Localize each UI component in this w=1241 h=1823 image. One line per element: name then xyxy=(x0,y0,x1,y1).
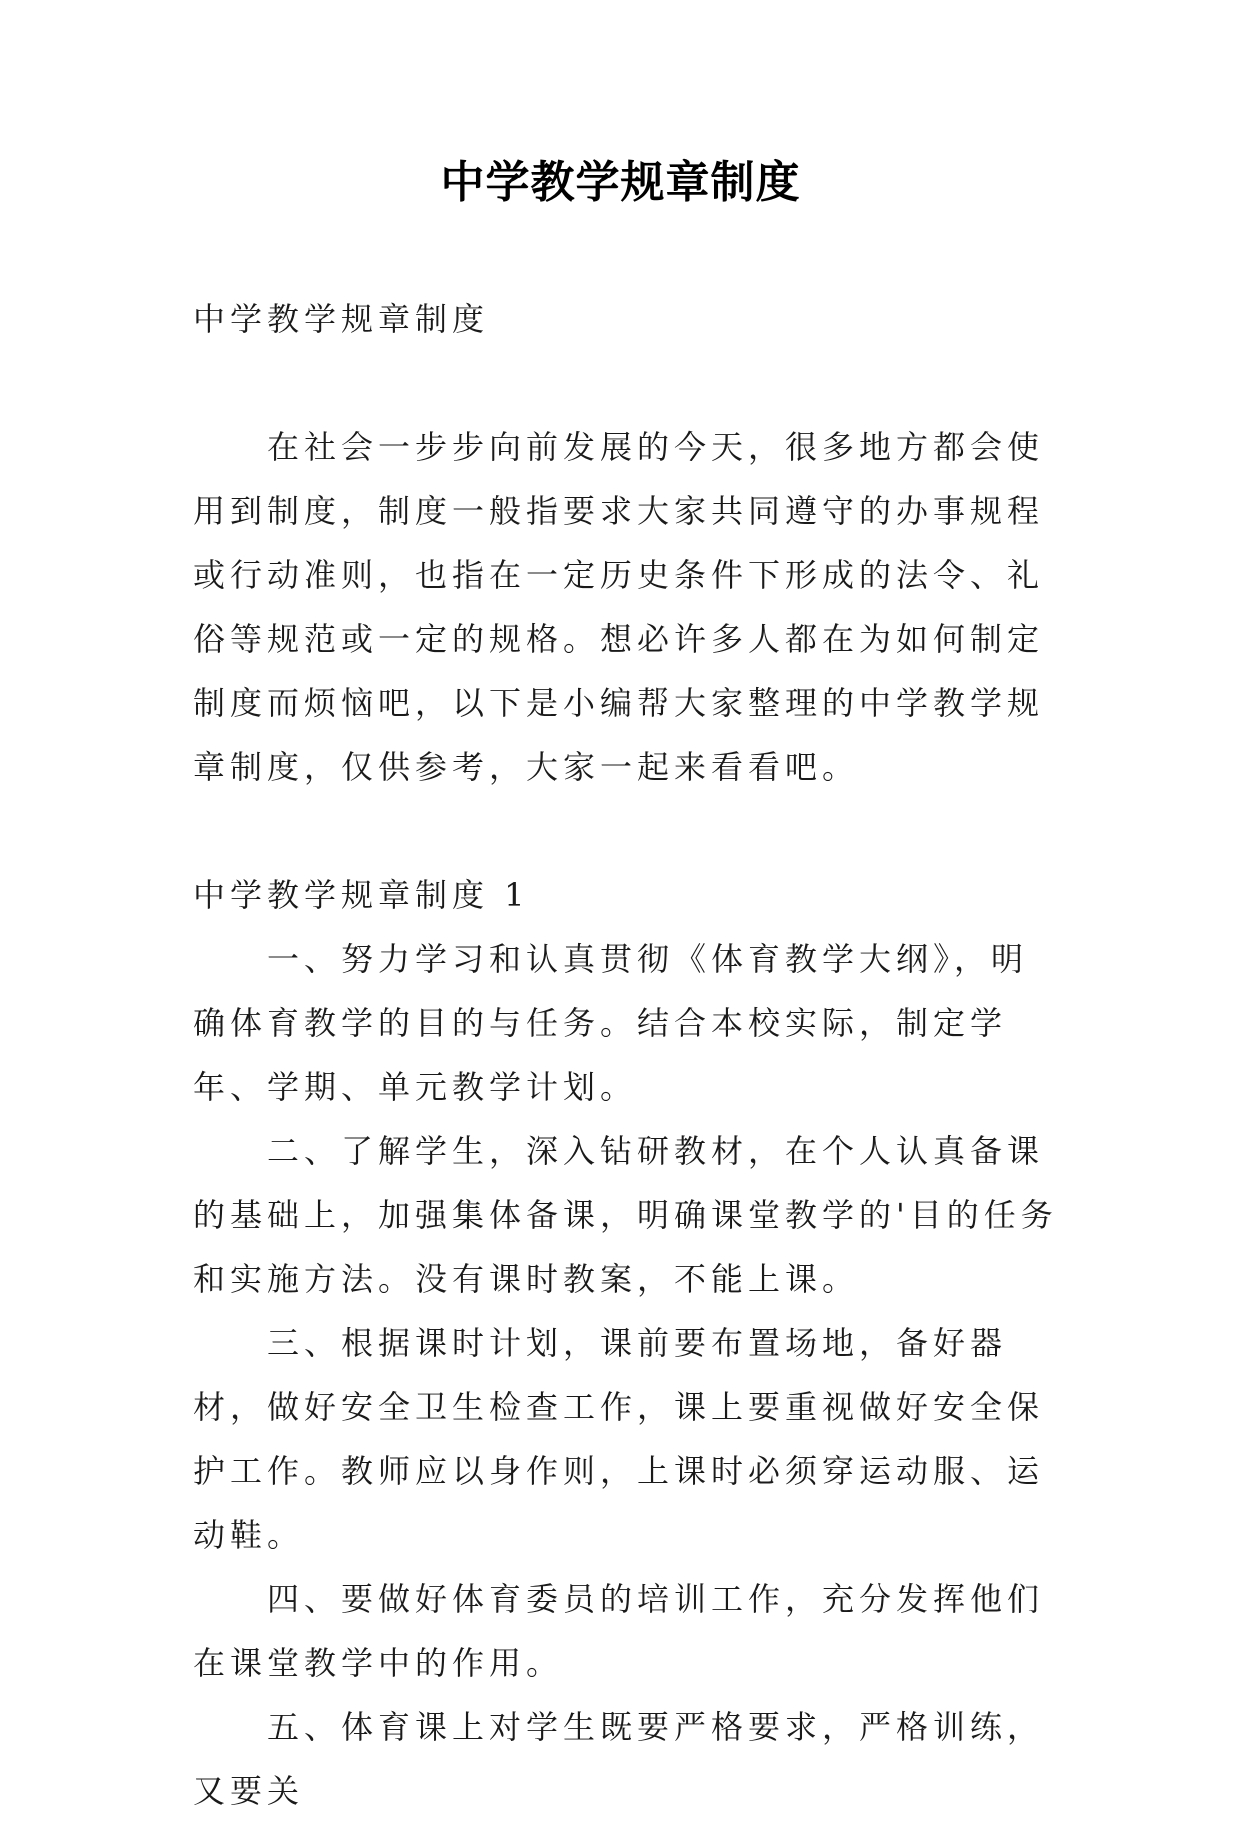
rule-item-3: 三、根据课时计划，课前要布置场地，备好器材，做好安全卫生检查工作，课上要重视做好安全保护工作。教师应以身作则，上课时必须穿运动服、运动鞋。 xyxy=(193,1324,1045,1554)
section-heading: 中学教学规章制度 1 xyxy=(193,876,530,914)
rule-item-1: 一、努力学习和认真贯彻《体育教学大纲》，明确体育教学的目的与任务。结合本校实际，制定学年、学期、单元教学计划。 xyxy=(193,940,1029,1106)
intro-paragraph: 在社会一步步向前发展的今天，很多地方都会使用到制度，制度一般指要求大家共同遵守的办事规程或行动准则，也指在一定历史条件下形成的法令、礼俗等规范或一定的规格。想必许多人都在为如何制定制度而烦恼吧，以下是小编帮大家整理的中学教学规章制度，仅供参考，大家一起来看看吧。 xyxy=(193,428,1045,786)
document-title: 中学教学规章制度 xyxy=(440,157,801,208)
rule-item-5: 五、体育课上对学生既要严格要求，严格训练，又要关 xyxy=(193,1708,1045,1810)
rule-item-2: 二、了解学生，深入钻研教材，在个人认真备课的基础上，加强集体备课，明确课堂教学的'目的任务和实施方法。没有课时教案，不能上课。 xyxy=(193,1132,1058,1298)
document-subtitle: 中学教学规章制度 xyxy=(193,300,490,338)
rule-item-4: 四、要做好体育委员的培训工作，充分发挥他们在课堂教学中的作用。 xyxy=(193,1580,1045,1682)
document-body xyxy=(193,287,1063,1823)
paragraph-spacer xyxy=(193,351,1063,415)
paragraph-spacer xyxy=(193,799,1063,863)
